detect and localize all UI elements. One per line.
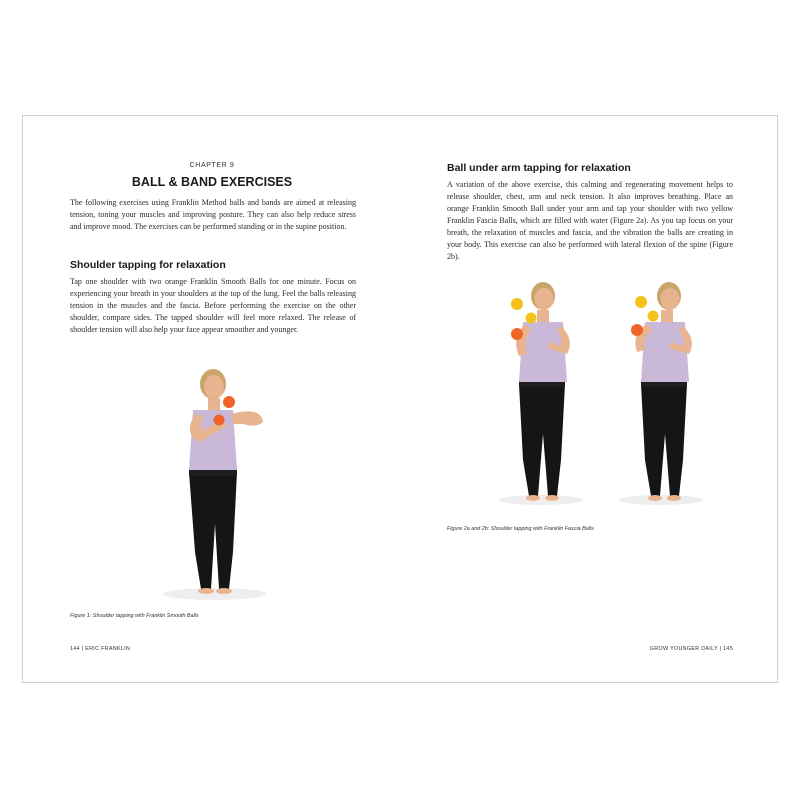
- right-section-paragraph: A variation of the above exercise, this calming and regenerating movement helps to release shoulder, chest, arm and neck tension. It also improves breathing. Place an orange Franklin Smooth Ball under your arm and tap your shoulder with two yellow Franklin Fascia Balls, which are filled with water (Figure 2a). As you tap focus on your breath, the relaxation of muscles and fascia, and the vibration the balls are creating in your body. This exercise can also be performed with lateral flexion of the spine (Figure 2b).: [447, 180, 733, 261]
- section-heading: Shoulder tapping for relaxation: [70, 259, 226, 271]
- chapter-title: BALL & BAND EXERCISES: [131, 175, 293, 189]
- right-footer: GROW YOUNGER DAILY | 145: [649, 646, 733, 652]
- figure-2b-photo: [611, 278, 711, 508]
- intro-paragraph: The following exercises using Franklin Method balls and bands are aimed at releasing tension, toning your muscles and improving posture. They can also help reduce stress and improve mood. The exercises can be performed standing or in the supine position.: [70, 198, 356, 231]
- figure-1-caption: Figure 1: Shoulder tapping with Franklin Smooth Balls: [70, 613, 199, 619]
- section-paragraph: Tap one shoulder with two orange Franklin Smooth Balls for one minute. Focus on experiencing your breath in your shoulders at the top of the lung. Feel the balls releasing tension in the muscles and the fascia. Before performing the exercise on the other shoulder, compare sides. The tapped shoulder will feel more relaxed. The release of shoulder tension will also help your face appear smoother and younger.: [70, 277, 356, 334]
- right-section-heading: Ball under arm tapping for relaxation: [447, 162, 631, 174]
- figure-2a-photo: [491, 278, 591, 508]
- chapter-label: CHAPTER 9: [189, 162, 235, 169]
- left-page: [23, 116, 401, 682]
- right-page: [401, 116, 779, 682]
- book-spread: [22, 115, 778, 683]
- left-footer: 144 | ERIC FRANKLIN: [70, 646, 131, 652]
- figure-1-photo: [153, 364, 283, 604]
- figure-2-caption: Figure 2a and 2b: Shoulder tapping with Franklin Fascia Balls: [447, 526, 594, 532]
